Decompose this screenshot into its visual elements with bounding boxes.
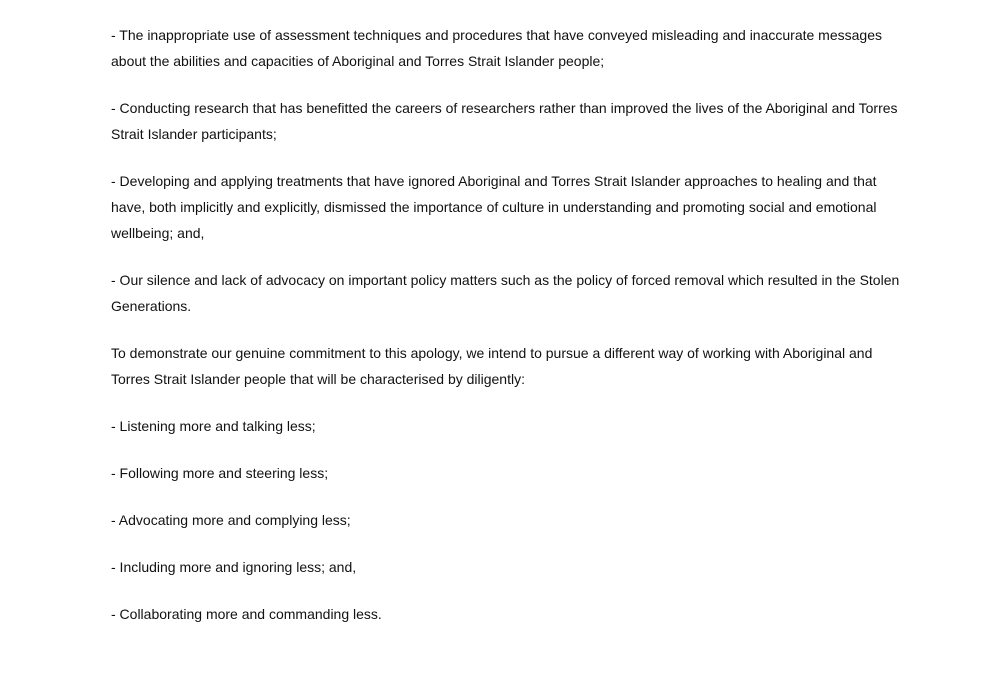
paragraph-including: - Including more and ignoring less; and,	[111, 559, 357, 575]
paragraph-following: - Following more and steering less;	[111, 465, 329, 481]
paragraph-listening: - Listening more and talking less;	[111, 418, 316, 434]
paragraph-advocating: - Advocating more and complying less;	[111, 512, 351, 528]
paragraph-treatments: - Developing and applying treatments that have ignored Aboriginal and Torres Strait Islander approaches to healing and that have, both implicitly and explicitly, dismissed the importance of culture in understanding and promoting social and emotional wellbeing; and,	[111, 173, 877, 241]
paragraph-research: - Conducting research that has benefitted the careers of researchers rather than improved the lives of the Aboriginal and Torres Strait Islander participants;	[111, 100, 898, 142]
document-body	[111, 22, 911, 648]
paragraph-commitment: To demonstrate our genuine commitment to this apology, we intend to pursue a different way of working with Aboriginal and Torres Strait Islander people that will be characterised by diligently:	[111, 345, 873, 387]
paragraph-silence: - Our silence and lack of advocacy on important policy matters such as the policy of forced removal which resulted in the Stolen Generations.	[111, 272, 900, 314]
paragraph-assessment: - The inappropriate use of assessment techniques and procedures that have conveyed misleading and inaccurate messages about the abilities and capacities of Aboriginal and Torres Strait Islander people;	[111, 27, 882, 69]
paragraph-collaborating: - Collaborating more and commanding less.	[111, 606, 382, 622]
